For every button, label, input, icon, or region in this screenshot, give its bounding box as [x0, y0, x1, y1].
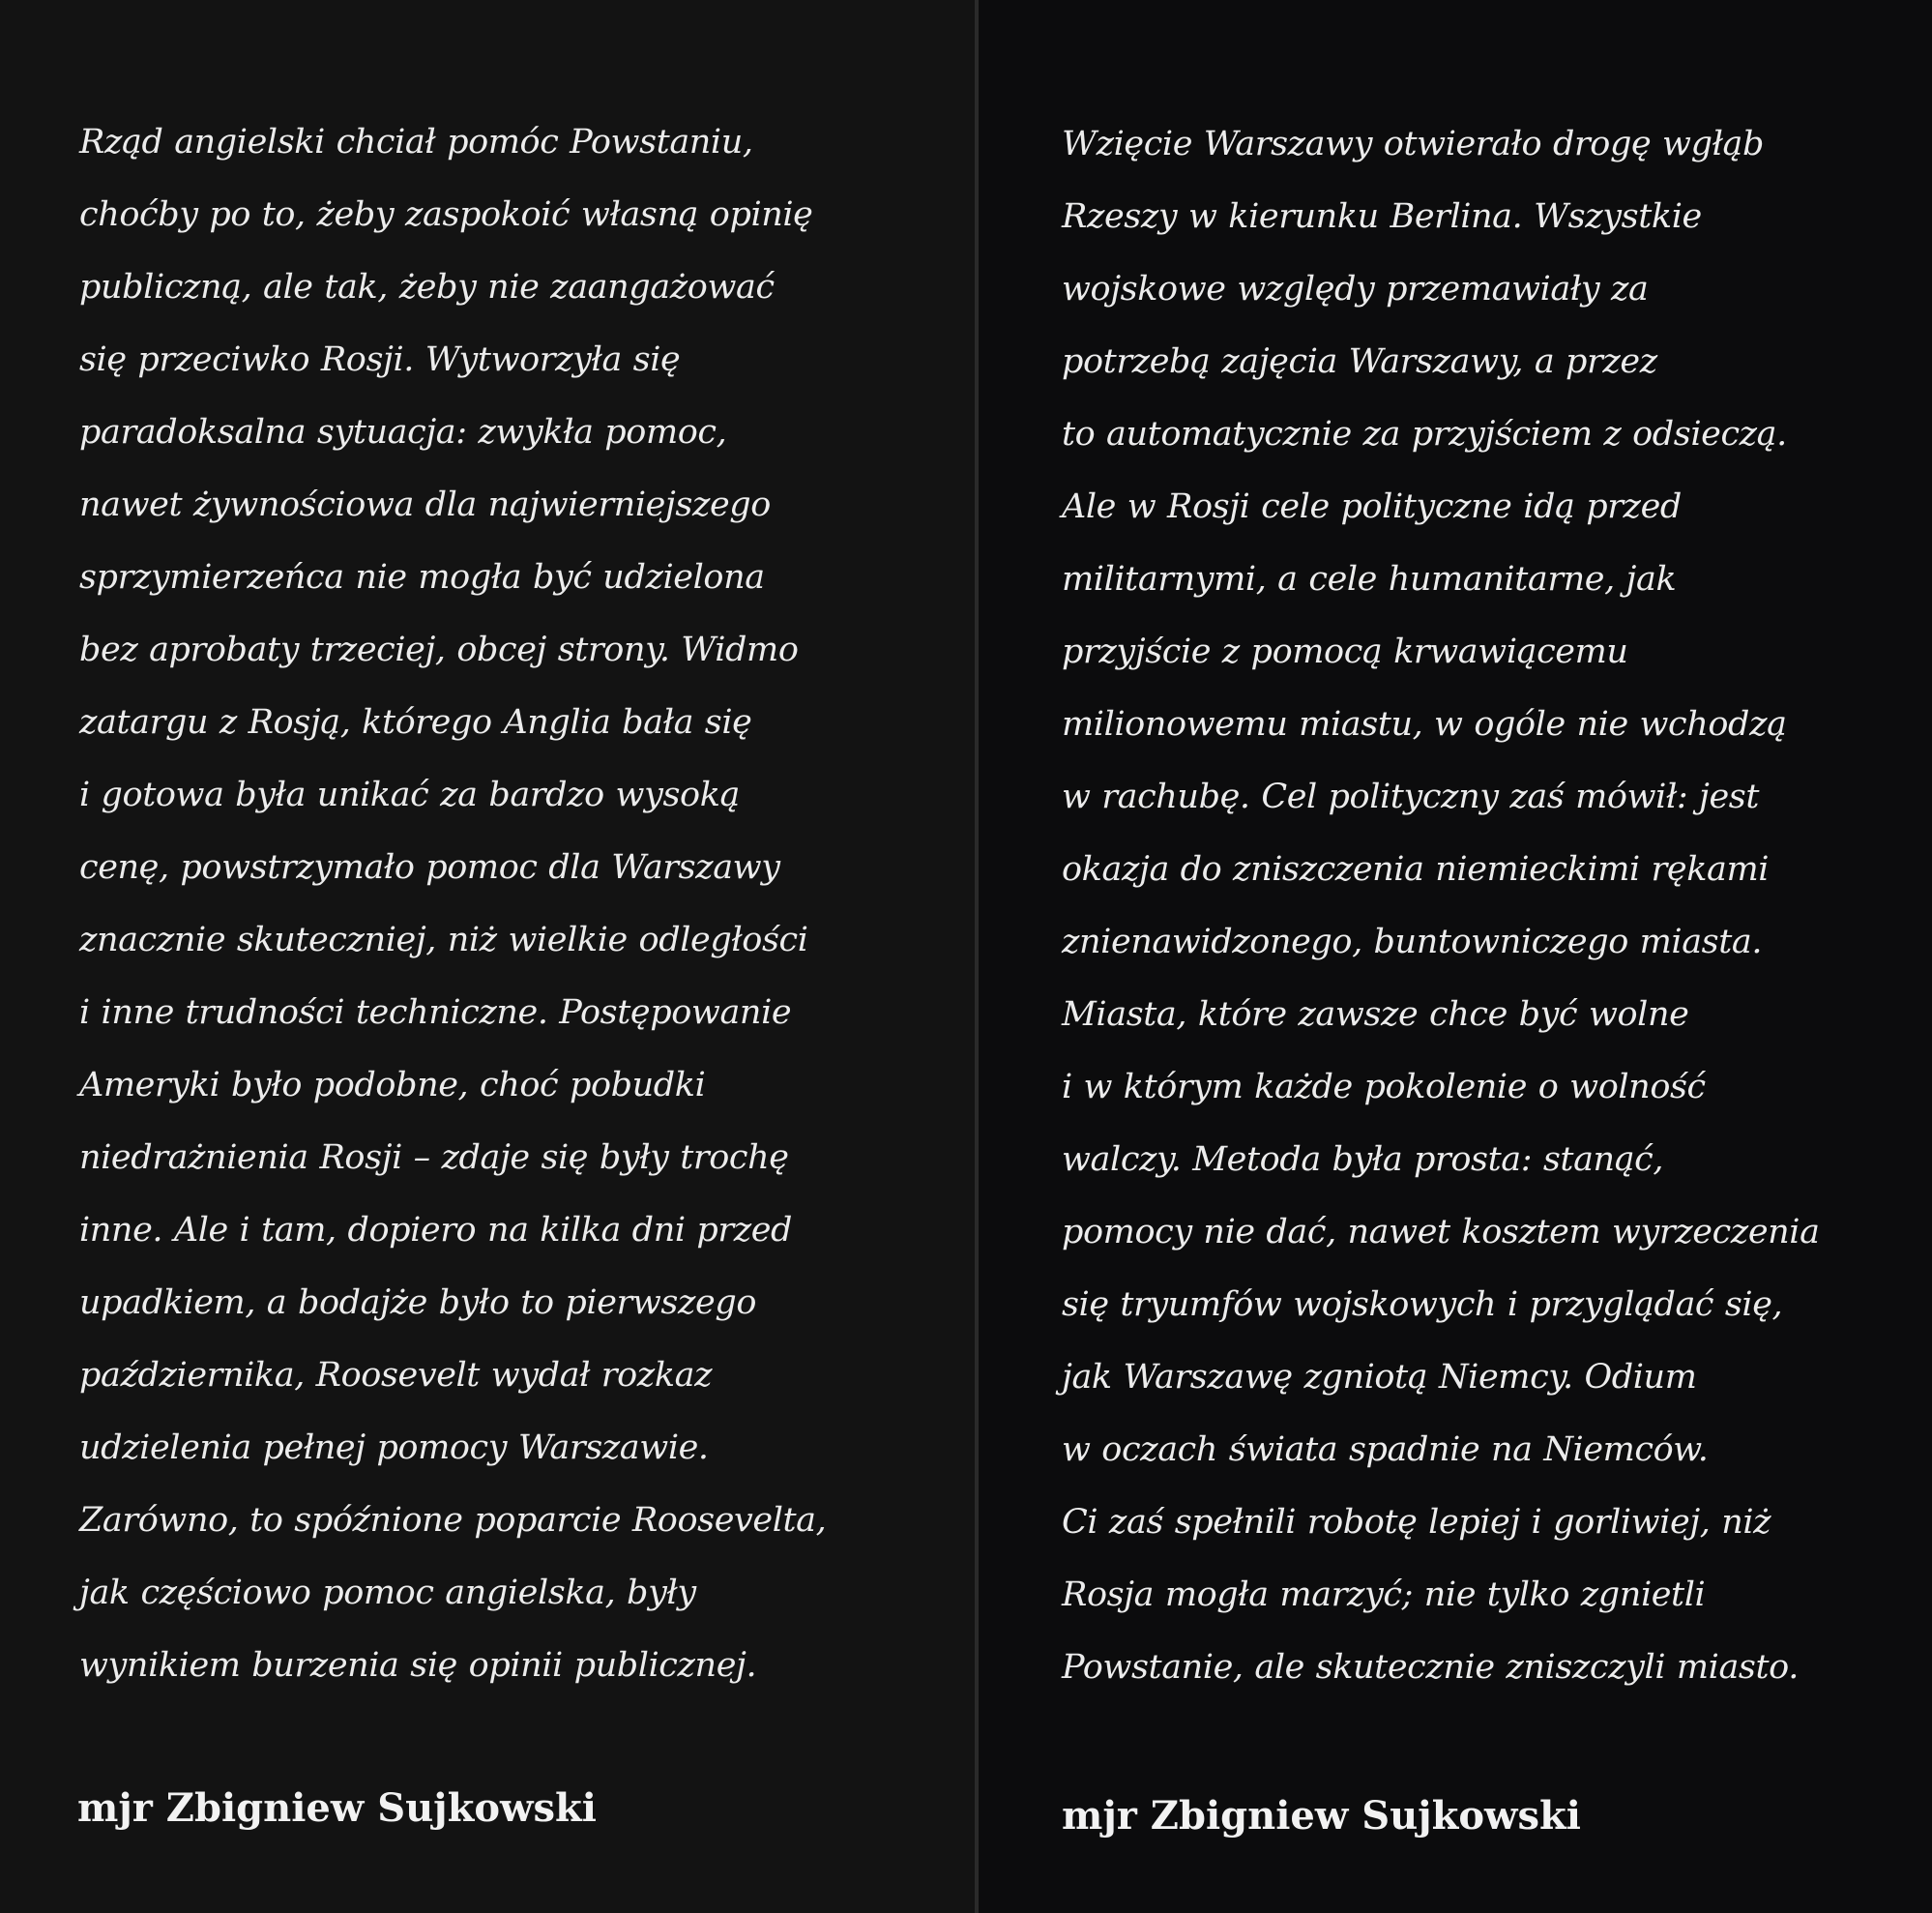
- quote-line: jak Warszawę zgniotą Niemcy. Odium: [1062, 1358, 1697, 1397]
- quote-line: to automatycznie za przyjściem z odsieczą.: [1062, 415, 1787, 454]
- quote-line: Miasta, które zawsze chce być wolne: [1062, 995, 1689, 1034]
- quote-line: i w którym każde pokolenie o wolność: [1062, 1068, 1706, 1106]
- quote-line: znacznie skuteczniej, niż wielkie odległości: [79, 921, 808, 959]
- quote-line: i inne trudności techniczne. Postępowanie: [79, 993, 792, 1032]
- quote-line: i gotowa była unikać za bardzo wysoką: [79, 776, 740, 814]
- quote-line: Zarówno, to spóźnione poparcie Roosevelta,: [79, 1501, 827, 1540]
- right-signature: mjr Zbigniew Sujkowski: [1062, 1793, 1581, 1839]
- quote-line: w rachubę. Cel polityczny zaś mówił: jest: [1062, 778, 1759, 816]
- quote-line: pomocy nie dać, nawet kosztem wyrzeczenia: [1062, 1213, 1820, 1251]
- quote-line: sprzymierzeńca nie mogła być udzielona: [79, 558, 765, 597]
- quote-line: Ameryki było podobne, choć pobudki: [79, 1066, 706, 1104]
- page-gutter: [975, 0, 979, 1913]
- quote-line: niedrażnienia Rosji – zdaje się były trochę: [79, 1138, 789, 1177]
- quote-line: wojskowe względy przemawiały za: [1062, 270, 1649, 309]
- right-quote: [1062, 108, 1820, 1704]
- quote-line: przyjście z pomocą krwawiącemu: [1062, 633, 1628, 671]
- quote-line: Powstanie, ale skutecznie zniszczyli miasto.: [1062, 1648, 1799, 1687]
- quote-line: militarnymi, a cele humanitarne, jak: [1062, 560, 1677, 599]
- quote-line: upadkiem, a bodajże było to pierwszego: [79, 1283, 757, 1322]
- quote-line: Rzeszy w kierunku Berlina. Wszystkie: [1062, 197, 1702, 236]
- quote-line: się przeciwko Rosji. Wytworzyła się: [79, 340, 681, 379]
- quote-line: nawet żywnościowa dla najwierniejszego: [79, 486, 771, 524]
- quote-line: paradoksalna sytuacja: zwykła pomoc,: [79, 413, 727, 452]
- quote-line: zatargu z Rosją, którego Anglia bała się: [79, 703, 752, 742]
- quote-line: inne. Ale i tam, dopiero na kilka dni przed: [79, 1211, 793, 1250]
- left-quote: [79, 106, 826, 1702]
- right-page: [977, 0, 1932, 1913]
- quote-line: Ci zaś spełnili robotę lepiej i gorliwiej, niż: [1062, 1503, 1771, 1542]
- quote-line: Ale w Rosji cele polityczne idą przed: [1062, 487, 1682, 526]
- quote-line: potrzebą zajęcia Warszawy, a przez: [1062, 342, 1657, 381]
- quote-line: publiczną, ale tak, żeby nie zaangażować: [79, 268, 775, 307]
- quote-line: bez aprobaty trzeciej, obcej strony. Widmo: [79, 631, 799, 669]
- quote-line: wynikiem burzenia się opinii publicznej.: [79, 1646, 757, 1685]
- quote-line: choćby po to, żeby zaspokoić własną opinię: [79, 195, 813, 234]
- quote-line: października, Roosevelt wydał rozkaz: [79, 1356, 713, 1395]
- quote-line: znienawidzonego, buntowniczego miasta.: [1062, 923, 1763, 961]
- quote-line: milionowemu miastu, w ogóle nie wchodzą: [1062, 705, 1787, 744]
- quote-line: Rosja mogła marzyć; nie tylko zgnietli: [1062, 1575, 1706, 1614]
- quote-line: się tryumfów wojskowych i przyglądać się,: [1062, 1285, 1783, 1324]
- quote-line: Wzięcie Warszawy otwierało drogę wgłąb: [1062, 125, 1764, 163]
- left-signature: mjr Zbigniew Sujkowski: [77, 1785, 597, 1831]
- quote-line: okazja do zniszczenia niemieckimi rękami: [1062, 850, 1770, 889]
- quote-line: walczy. Metoda była prosta: stanąć,: [1062, 1140, 1664, 1179]
- quote-line: w oczach świata spadnie na Niemców.: [1062, 1430, 1709, 1469]
- quote-line: jak częściowo pomoc angielska, były: [79, 1574, 696, 1612]
- quote-line: udzielenia pełnej pomocy Warszawie.: [79, 1428, 709, 1467]
- quote-line: Rząd angielski chciał pomóc Powstaniu,: [79, 123, 753, 162]
- quote-line: cenę, powstrzymało pomoc dla Warszawy: [79, 848, 780, 887]
